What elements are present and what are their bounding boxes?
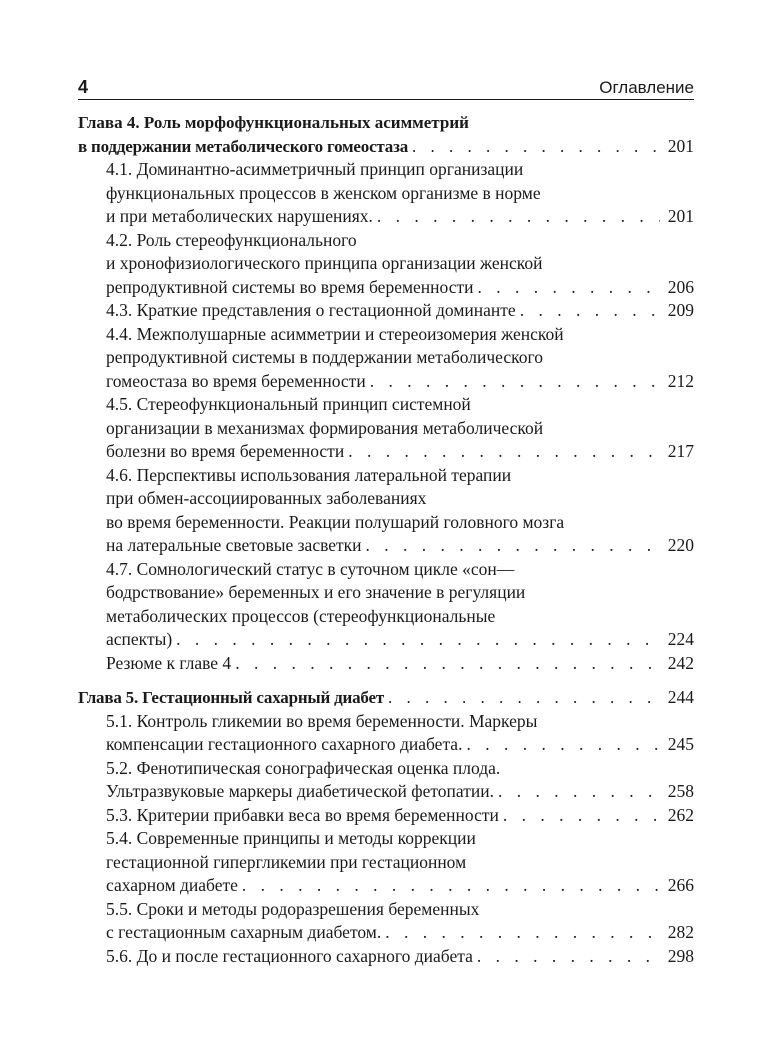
- page-ref: 224: [667, 629, 694, 649]
- toc-section: [78, 710, 694, 757]
- toc-section: [78, 158, 694, 229]
- dot-leader: [231, 652, 660, 676]
- entry-text: 4.6. Перспективы использования латеральной терапии: [106, 464, 512, 485]
- dot-leader: [172, 628, 660, 652]
- entry-text: Ультразвуковые маркеры диабетической фетопатии.: [106, 781, 494, 801]
- page-ref: 209: [667, 300, 694, 320]
- toc-chapter: [78, 111, 694, 675]
- running-header: [78, 68, 694, 98]
- section-title-line: [78, 323, 694, 347]
- entry-text: во время беременности. Реакции полушарий головного мозга: [106, 511, 565, 532]
- section-title-line: [78, 605, 694, 629]
- page-ref: 266: [667, 875, 694, 895]
- section-title-line[interactable]: [78, 299, 694, 323]
- section-title-line: [78, 487, 694, 511]
- entry-text: Резюме к главе 4: [106, 652, 232, 673]
- page-ref: 245: [667, 734, 694, 754]
- section-title-line: [78, 464, 694, 488]
- page-ref: 220: [667, 535, 694, 555]
- entry-text: 5.4. Современные принципы и методы коррекции: [106, 828, 476, 848]
- entry-text: функциональных процессов в женском организме в норме: [106, 182, 541, 203]
- section-title-line[interactable]: [78, 921, 694, 945]
- entry-text: компенсации гестационного сахарного диабета.: [106, 734, 463, 754]
- dot-leader: [381, 921, 660, 945]
- section-title-line[interactable]: [78, 440, 694, 464]
- dot-leader: [473, 945, 660, 969]
- entry-text: с гестационным сахарным диабетом.: [106, 922, 382, 942]
- entry-text: болезни во время беременности: [106, 441, 345, 461]
- section-title-line: [78, 558, 694, 582]
- section-title-line: [78, 229, 694, 253]
- toc-section: [78, 558, 694, 652]
- page-ref: 298: [667, 945, 694, 966]
- entry-text: гестационной гипергликемии при гестационном: [106, 851, 467, 872]
- section-title-line: [78, 757, 694, 781]
- entry-text: в поддержании метаболического гомеостаза: [78, 136, 408, 156]
- chapter-title-line[interactable]: [78, 686, 694, 710]
- toc-section: [78, 898, 694, 945]
- entry-text: 4.1. Доминантно-асимметричный принцип организации: [106, 159, 524, 179]
- section-title-line: [78, 827, 694, 851]
- section-title-line[interactable]: [78, 276, 694, 300]
- dot-leader: [362, 534, 660, 558]
- entry-text: организации в механизмах формирования метаболической: [106, 417, 544, 438]
- entry-text: репродуктивной системы в поддержании метаболического: [106, 347, 543, 367]
- chapter-title-line: [78, 111, 694, 135]
- section-title-line: [78, 182, 694, 206]
- entry-text: 5.3. Критерии прибавки веса во время беременности: [106, 804, 499, 825]
- dot-leader: [408, 135, 660, 159]
- toc-section: [78, 464, 694, 558]
- dot-leader: [384, 686, 660, 710]
- entry-text: аспекты): [106, 629, 173, 649]
- section-title-line[interactable]: [78, 804, 694, 828]
- toc-section: [78, 945, 694, 969]
- page-ref: 212: [667, 370, 694, 391]
- page-number: 4: [78, 77, 89, 97]
- toc-section: [78, 804, 694, 828]
- entry-text: 4.4. Межполушарные асимметрии и стереоизомерия женской: [106, 323, 564, 344]
- entry-text: на латеральные световые засветки: [106, 535, 362, 555]
- entry-text: и хронофизиологического принципа организации женской: [106, 253, 543, 273]
- dot-leader: [474, 276, 661, 300]
- entry-text: сахарном диабете: [106, 875, 238, 895]
- entry-text: 4.5. Стереофункциональный принцип системной: [106, 394, 471, 414]
- page-ref: 217: [667, 441, 694, 461]
- entry-text: гомеостаза во время беременности: [106, 370, 366, 391]
- entry-text: Глава 4. Роль морфофункциональных асимметрий: [78, 113, 469, 132]
- dot-leader: [499, 804, 660, 828]
- entry-text: 4.7. Сомнологический статус в суточном цикле «сон—: [106, 558, 515, 579]
- page-ref: 282: [667, 922, 694, 942]
- section-title-line: [78, 158, 694, 182]
- section-title-line[interactable]: [78, 205, 694, 229]
- section-title-line: [78, 346, 694, 370]
- toc-section: [78, 652, 694, 676]
- page-ref: 201: [667, 206, 694, 226]
- page-ref: 206: [667, 276, 694, 297]
- section-title-line: [78, 393, 694, 417]
- section-title-line[interactable]: [78, 652, 694, 676]
- dot-leader: [462, 733, 660, 757]
- page-ref: 262: [667, 804, 694, 825]
- section-title-line: [78, 710, 694, 734]
- dot-leader: [516, 299, 660, 323]
- toc-section: [78, 393, 694, 464]
- section-title-line: [78, 581, 694, 605]
- entry-text: 5.2. Фенотипическая сонографическая оценка плода.: [106, 757, 501, 778]
- toc-section: [78, 827, 694, 898]
- page-ref: 201: [667, 135, 694, 156]
- toc-chapter: [78, 686, 694, 968]
- section-title-line[interactable]: [78, 534, 694, 558]
- section-title-line: [78, 252, 694, 276]
- dot-leader: [373, 205, 660, 229]
- section-title-line[interactable]: [78, 780, 694, 804]
- section-title-line[interactable]: [78, 945, 694, 969]
- entry-text: метаболических процессов (стереофункциональные: [106, 605, 496, 626]
- section-title-line[interactable]: [78, 874, 694, 898]
- section-title-line: [78, 511, 694, 535]
- section-title-line: [78, 898, 694, 922]
- section-title-line: [78, 851, 694, 875]
- entry-text: бодрствование» беременных и его значение в регуляции: [106, 582, 526, 602]
- entry-text: 4.3. Краткие представления о гестационной доминанте: [106, 300, 516, 320]
- page-ref: 242: [667, 652, 694, 673]
- chapter-title-line[interactable]: [78, 135, 694, 159]
- dot-leader: [366, 370, 660, 394]
- header-rule: [78, 99, 694, 100]
- entry-text: 5.5. Сроки и методы родоразрешения беременных: [106, 898, 480, 919]
- running-title: Оглавление: [599, 78, 694, 97]
- toc-section: [78, 299, 694, 323]
- table-of-contents: [78, 111, 694, 979]
- toc-section: [78, 323, 694, 394]
- section-title-line[interactable]: [78, 370, 694, 394]
- entry-text: 4.2. Роль стереофункционального: [106, 229, 357, 250]
- toc-section: [78, 229, 694, 300]
- dot-leader: [238, 874, 660, 898]
- entry-text: и при метаболических нарушениях.: [106, 206, 373, 226]
- toc-section: [78, 757, 694, 804]
- section-title-line[interactable]: [78, 628, 694, 652]
- entry-text: 5.1. Контроль гликемии во время беременности. Маркеры: [106, 710, 538, 731]
- dot-leader: [494, 780, 660, 804]
- dot-leader: [344, 440, 660, 464]
- section-title-line[interactable]: [78, 733, 694, 757]
- entry-text: Глава 5. Гестационный сахарный диабет: [78, 688, 385, 707]
- entry-text: при обмен-ассоциированных заболеваниях: [106, 488, 427, 508]
- chapter-heading: [78, 111, 694, 158]
- page-ref: 258: [667, 781, 694, 801]
- entry-text: репродуктивной системы во время беременности: [106, 276, 474, 297]
- chapter-heading: [78, 686, 694, 710]
- entry-text: 5.6. До и после гестационного сахарного диабета: [106, 945, 473, 966]
- page-ref: 244: [667, 687, 694, 707]
- section-title-line: [78, 417, 694, 441]
